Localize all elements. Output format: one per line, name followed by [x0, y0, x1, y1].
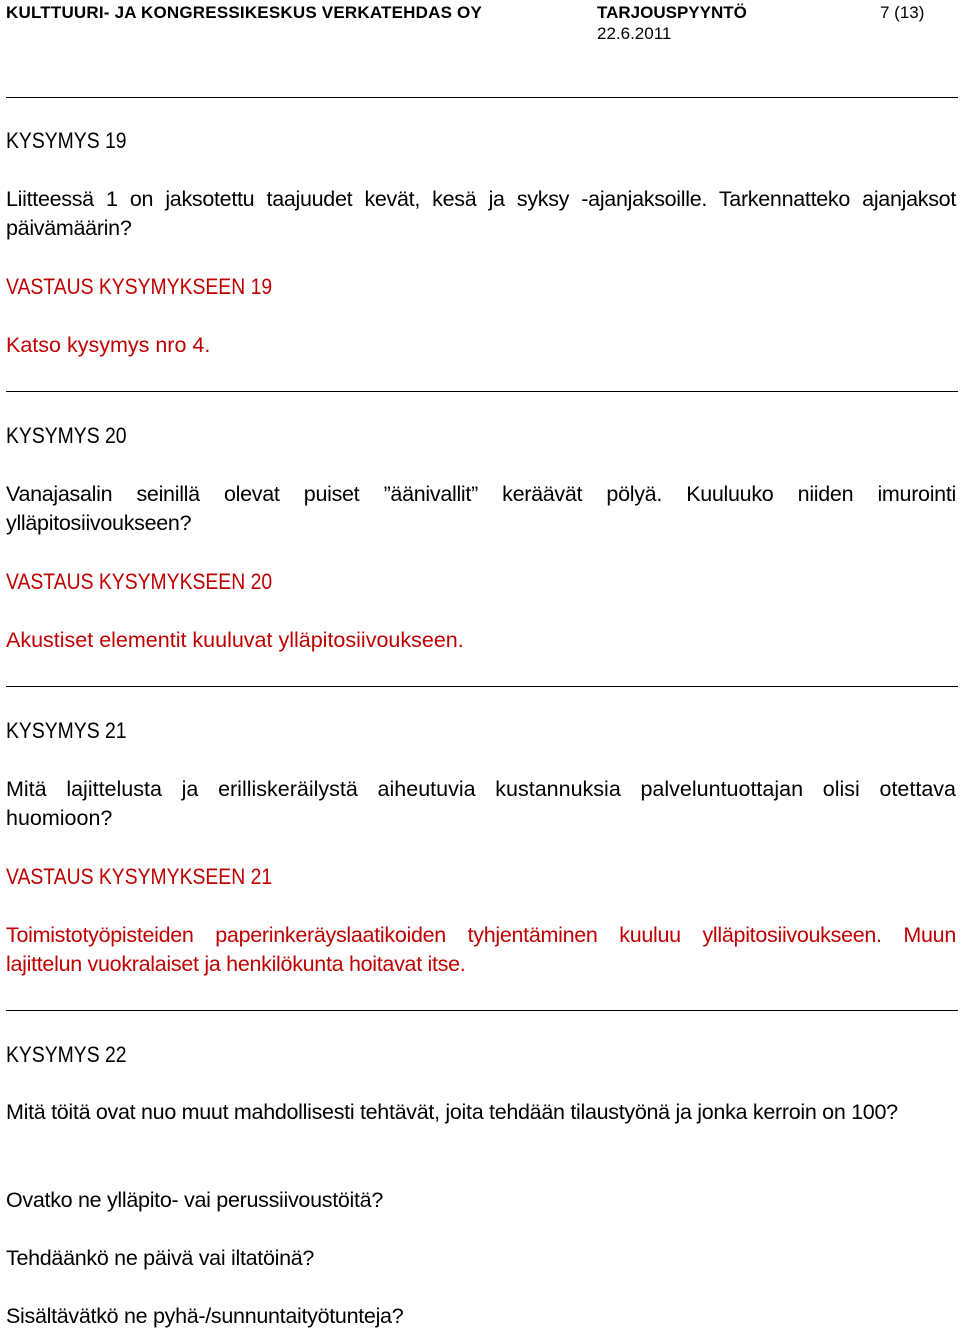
question-20-title: KYSYMYS 20	[6, 423, 127, 448]
question-21-text: Mitä lajittelusta ja erilliskeräilystä aiheutuvia kustannuksia palveluntuottajan olisi otettava huomioon?	[6, 777, 956, 830]
question-19-text: Liitteessä 1 on jaksotettu taajuudet kevät, kesä ja syksy -ajanjaksoille. Tarkennatteko ajanjaksot päivämäärin?	[6, 187, 956, 240]
page-header	[0, 0, 960, 50]
question-22-line-3: Tehdäänkö ne päivä vai iltatöinä?	[6, 1246, 315, 1270]
divider	[6, 686, 958, 687]
question-22-line-2: Ovatko ne ylläpito- vai perussiivoustöitä?	[6, 1188, 383, 1212]
answer-21-title: VASTAUS KYSYMYKSEEN 21	[6, 864, 273, 889]
organization-name: KULTTUURI- JA KONGRESSIKESKUS VERKATEHDAS OY	[6, 3, 483, 22]
page-number: 7 (13)	[880, 3, 925, 22]
question-22-line-4: Sisältävätkö ne pyhä-/sunnuntaityötunteja?	[6, 1304, 404, 1328]
answer-20-title: VASTAUS KYSYMYKSEEN 20	[6, 569, 273, 594]
question-20-text: Vanajasalin seinillä olevat puiset ”äänivallit” keräävät pölyä. Kuuluuko niiden imurointi ylläpitosiivoukseen?	[6, 482, 956, 535]
question-21-title: KYSYMYS 21	[6, 718, 127, 743]
question-22-title: KYSYMYS 22	[6, 1042, 127, 1067]
answer-19-text: Katso kysymys nro 4.	[6, 333, 211, 357]
answer-21-text: Toimistotyöpisteiden paperinkeräyslaatikoiden tyhjentäminen kuuluu ylläpitosiivoukseen. Muun lajittelun vuokralaiset ja henkilökunta hoitavat itse.	[6, 923, 956, 976]
question-22-text: Mitä töitä ovat nuo muut mahdollisesti tehtävät, joita tehdään tilaustyönä ja jonka kerroin on 100?	[6, 1100, 898, 1124]
answer-20-text: Akustiset elementit kuuluvat ylläpitosiivoukseen.	[6, 628, 464, 652]
answer-19-title: VASTAUS KYSYMYKSEEN 19	[6, 274, 273, 299]
document-date: 22.6.2011	[597, 24, 672, 43]
divider	[6, 391, 958, 392]
question-19-title: KYSYMYS 19	[6, 128, 127, 153]
divider	[6, 1010, 958, 1011]
document-type: TARJOUSPYYNTÖ	[597, 3, 747, 22]
divider	[6, 97, 958, 98]
